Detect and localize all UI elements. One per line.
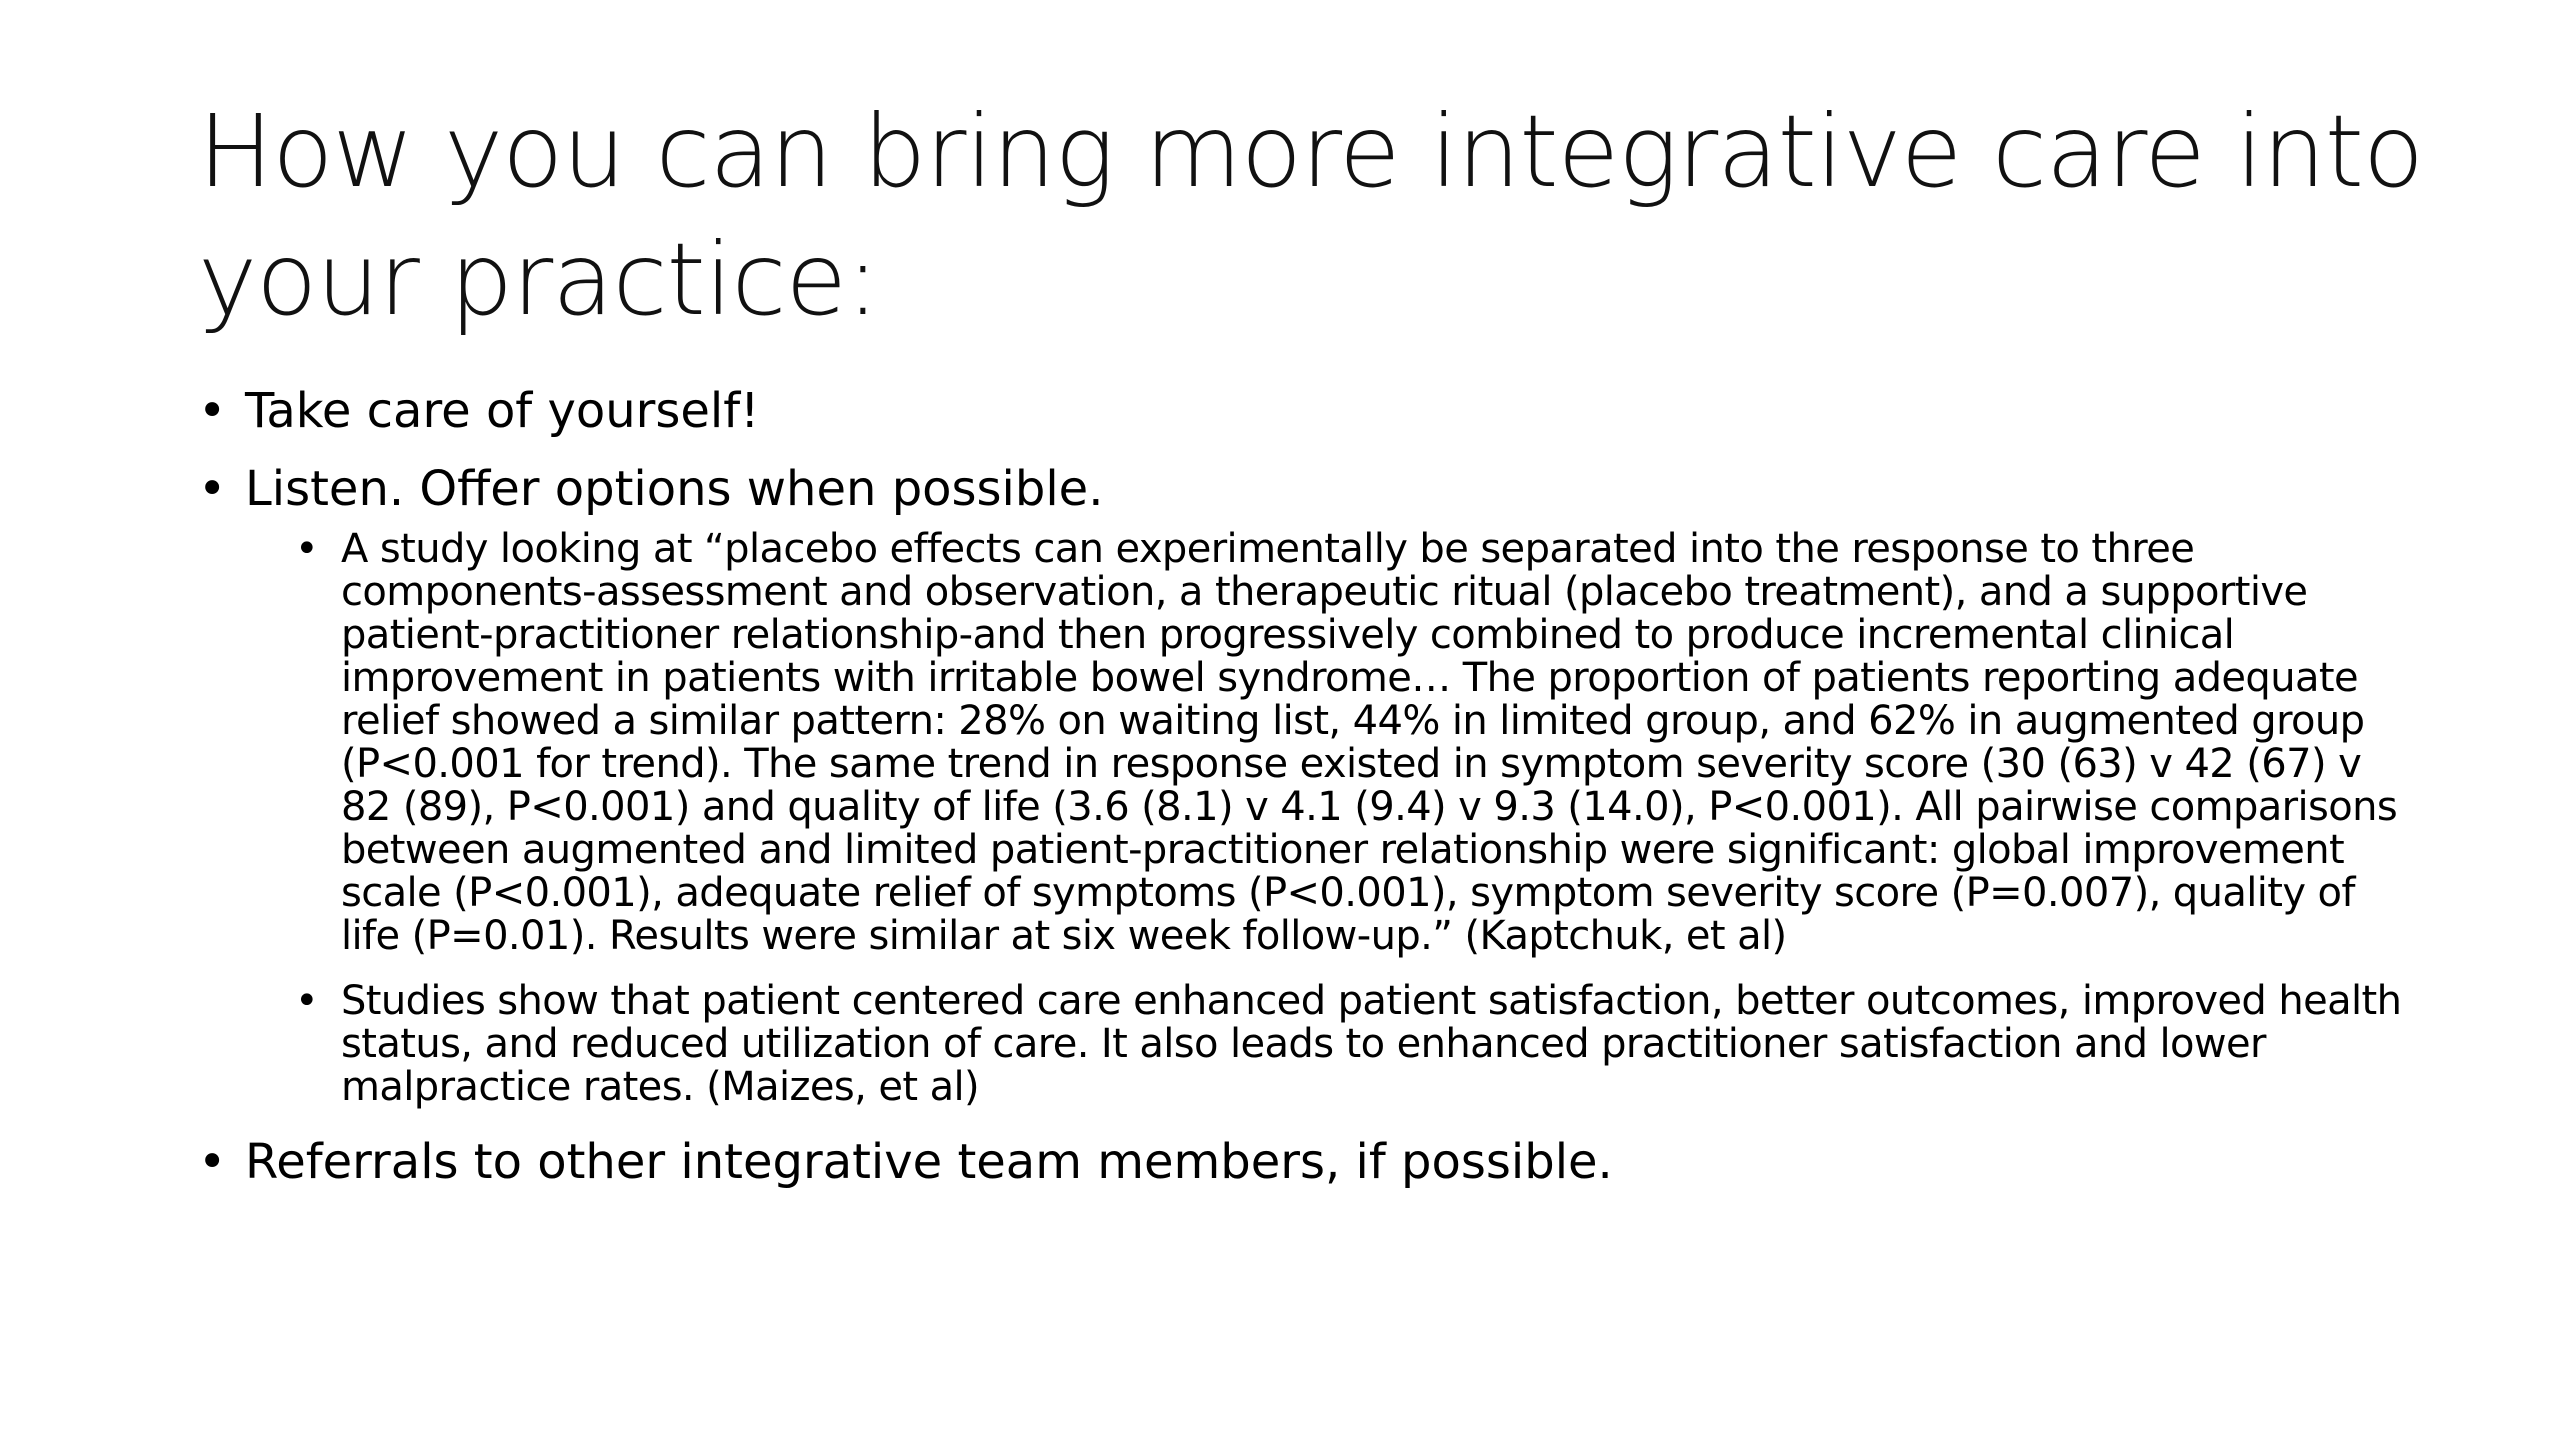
sub-bullet-item xyxy=(295,528,2418,958)
bullet-text: Listen. Offer options when possible. xyxy=(245,461,1104,517)
bullet-marker: • xyxy=(198,1134,227,1190)
bullet-item xyxy=(198,380,2418,442)
slide-content xyxy=(198,380,2418,1209)
sub-bullet-text: Studies show that patient centered care enhanced patient satisfaction, better outcomes, improved health status, and reduced utilization of care. It also leads to enhanced practitioner satisfaction and lower malpractice rates. (Maizes, et al) xyxy=(341,978,2402,1110)
slide-title: How you can bring more integrative care into your practice: xyxy=(198,93,2424,338)
sub-bullet-item xyxy=(295,980,2418,1109)
sub-bullet-text: A study looking at “placebo effects can experimentally be separated into the response to three components-assessment and observation, a therapeutic ritual (placebo treatment), and a supportive patient-practitioner relationship-and then progressively combined to produce incremental clinical improvement in patients with irritable bowel syndrome… The proportion of patients reporting adequate relief showed a similar pattern: 28% on waiting list, 44% in limited group, and 62% in augmented group (P<0.001 for trend). The same trend in response existed in symptom severity score (30 (63) v 42 (67) v 82 (89), P<0.001) and quality of life (3.6 (8.1) v 4.1 (9.4) v 9.3 (14.0), P<0.001). All pairwise comparisons between augmented and limited patient-practitioner relationship were significant: global improvement scale (P<0.001), adequate relief of symptoms (P<0.001), symptom severity score (P=0.007), quality of life (P=0.01). Results were similar at six week follow-up.” (Kaptchuk, et al) xyxy=(341,526,2398,959)
bullet-item xyxy=(198,1131,2418,1193)
bullet-marker: • xyxy=(198,461,227,517)
bullet-list xyxy=(198,380,2418,1193)
sub-bullet-marker: • xyxy=(295,526,318,572)
bullet-marker: • xyxy=(198,383,227,439)
sub-bullet-marker: • xyxy=(295,978,318,1024)
sub-bullet-list xyxy=(295,528,2418,1109)
bullet-text: Take care of yourself! xyxy=(245,383,760,439)
bullet-text: Referrals to other integrative team members, if possible. xyxy=(245,1134,1613,1190)
bullet-item xyxy=(198,458,2418,1109)
